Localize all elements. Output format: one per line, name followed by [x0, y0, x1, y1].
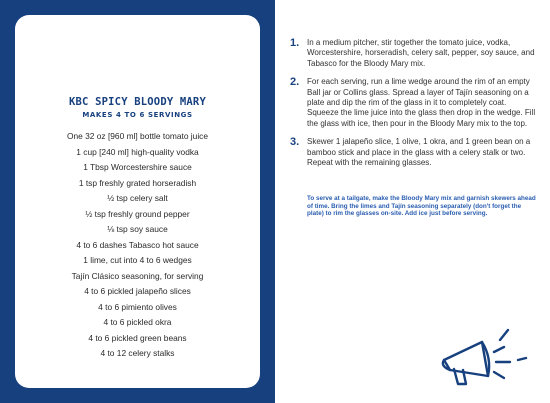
ingredient-item: 1 cup [240 ml] high-quality vodka: [76, 146, 199, 157]
ingredient-item: 4 to 6 pickled green beans: [88, 332, 187, 343]
recipe-servings: MAKES 4 TO 6 SERVINGS: [82, 111, 193, 119]
step-text: For each serving, run a lime wedge around the rim of an empty Ball jar or Collins glass. Spread a layer of Tajín seasoning on a plate and dip the rim of the glass in it to completely coat. Squeeze the lime juice into the glass then drop in the wedge. Fill the glass with ice, then pour in the Bloody Mary mix to the top.: [307, 77, 536, 128]
ingredient-item: 1 tsp freshly grated horseradish: [78, 177, 197, 188]
step-text: In a medium pitcher, stir together the tomato juice, vodka, Worcestershire, horseradish, celery salt, pepper, soy sauce, and Tabasco for the Bloody Mary mix.: [307, 38, 535, 68]
serving-tip: To serve at a tailgate, make the Bloody Mary mix and garnish skewers ahead of time. Bring the limes and Tajín seasoning separately (don't forget the plate) to rim the glasses on-site. Add ice just before serving.: [307, 195, 536, 218]
method-step: [290, 137, 538, 168]
ingredients-card: [15, 15, 260, 388]
ingredient-item: 4 to 6 pickled okra: [103, 317, 172, 327]
megaphone-icon: [430, 312, 530, 392]
ingredient-item: ½ tsp celery salt: [107, 193, 168, 203]
method-step: [290, 77, 538, 129]
ingredient-item: 4 to 6 pimiento olives: [98, 301, 177, 312]
step-number: 1.: [290, 37, 300, 49]
step-text: Skewer 1 jalapeño slice, 1 olive, 1 okra, and 1 green bean on a bamboo stick and place in the glass with a celery stalk or two. Repeat with the remaining glasses.: [307, 137, 531, 168]
method-steps: [290, 38, 538, 176]
ingredient-list: [15, 129, 260, 362]
ingredient-item: ½ tsp freshly ground pepper: [85, 208, 190, 219]
recipe-title: KBC SPICY BLOODY MARY: [69, 96, 206, 108]
step-number: 3.: [290, 136, 300, 149]
ingredient-item: 1 lime, cut into 4 to 6 wedges: [83, 255, 192, 265]
ingredient-item: Tajín Clásico seasoning, for serving: [71, 270, 204, 281]
step-number: 2.: [290, 76, 300, 89]
ingredient-item: ⅛ tsp soy sauce: [107, 224, 168, 234]
ingredient-item: 4 to 12 celery stalks: [100, 348, 175, 358]
ingredient-item: One 32 oz [960 ml] bottle tomato juice: [66, 131, 209, 141]
ingredient-item: 1 Tbsp Worcestershire sauce: [83, 162, 192, 172]
method-step: [290, 38, 538, 69]
ingredient-item: 4 to 6 dashes Tabasco hot sauce: [76, 239, 199, 250]
ingredient-item: 4 to 6 pickled jalapeño slices: [84, 286, 191, 296]
